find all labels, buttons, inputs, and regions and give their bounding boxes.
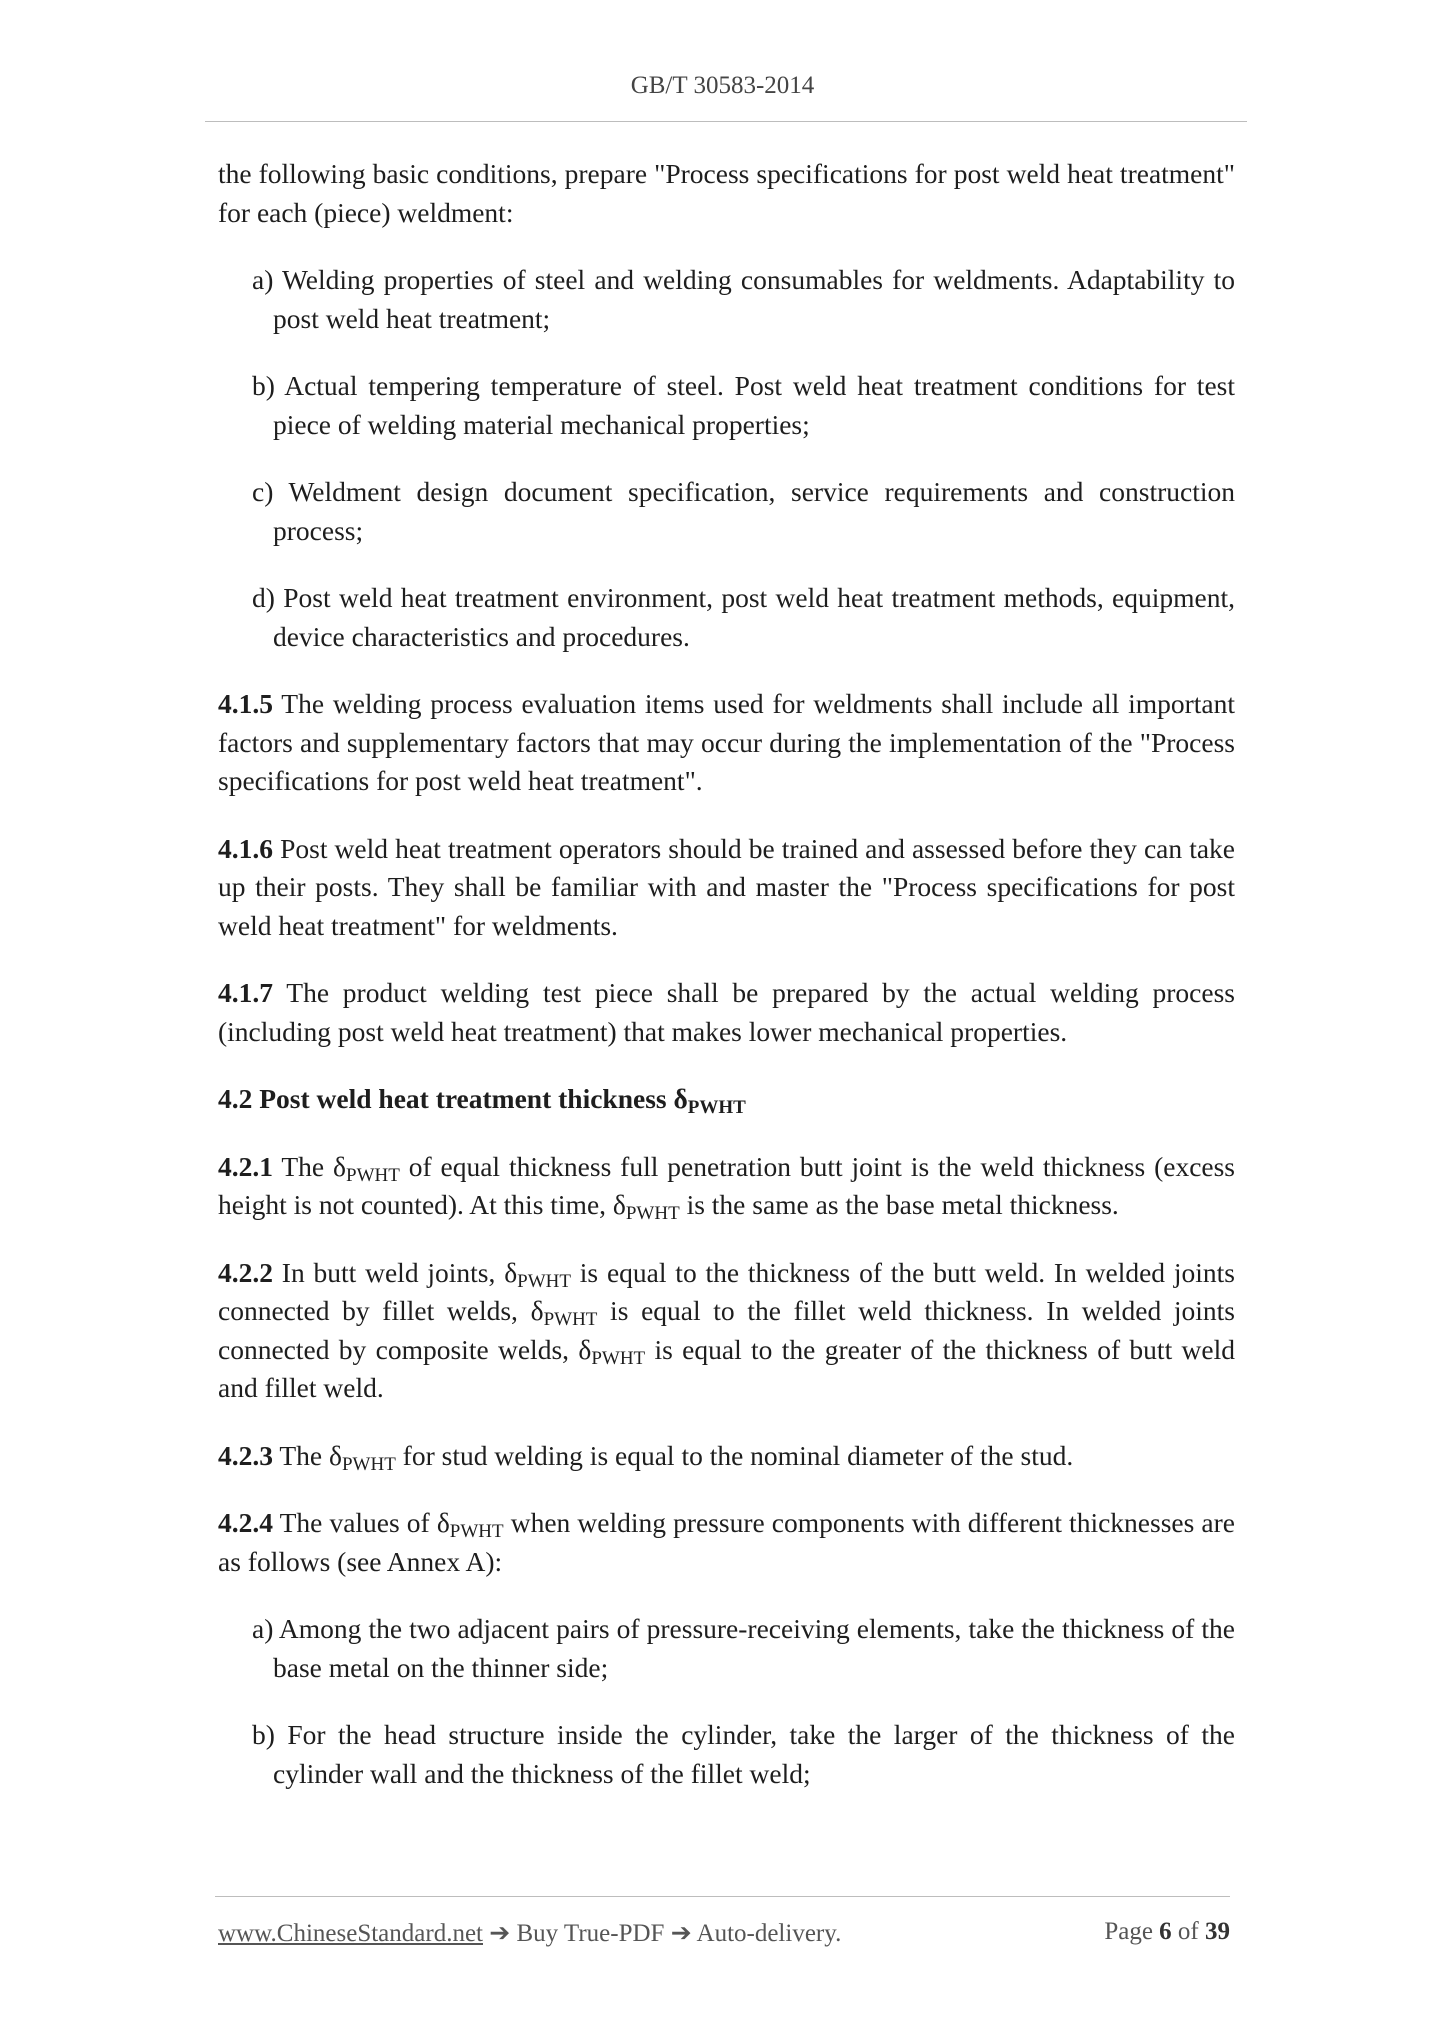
- clause-4-2-3: [218, 1437, 1235, 1476]
- clause-number: 4.1.7: [218, 977, 273, 1008]
- website-link[interactable]: www.ChineseStandard.net: [218, 1920, 483, 1947]
- header-divider: [205, 121, 1247, 122]
- clause-text: The δ: [273, 1150, 346, 1182]
- list-item-a: a) Among the two adjacent pairs of pressure-receiving elements, take the thickness of the base metal on the thinner side;: [252, 1613, 1235, 1683]
- clause-text: Post weld heat treatment operators should be trained and assessed before they can take up their posts. They shall be familiar with and master the "Process specifications for post weld heat treatment" for weldments.: [218, 832, 1235, 941]
- heading-text: 4.2 Post weld heat treatment thickness δ: [218, 1083, 688, 1114]
- clause-text: The welding process evaluation items used for weldments shall include all important factors and supplementary factors that may occur during the implementation of the "Process specifications for post weld heat treatment".: [218, 688, 1235, 796]
- subscript-pwht: PWHT: [591, 1347, 646, 1369]
- clause-text: is the same as the base metal thickness.: [679, 1189, 1119, 1220]
- clause-text: In butt weld joints, δ: [273, 1256, 518, 1288]
- list-item-d: d) Post weld heat treatment environment, post weld heat treatment methods, equipment, device characteristics and procedures.: [252, 582, 1235, 652]
- page-content: [218, 155, 1235, 1822]
- subscript-pwht: PWHT: [687, 1096, 746, 1118]
- paragraph-intro: the following basic conditions, prepare "Process specifications for post weld heat treatment" for each (piece) weldment:: [218, 158, 1235, 228]
- clause-text: The values of δ: [273, 1507, 450, 1538]
- clause-4-2-1: [218, 1148, 1235, 1225]
- subscript-pwht: PWHT: [543, 1308, 598, 1330]
- clause-4-2-2: [218, 1254, 1235, 1408]
- clause-text: The δ: [273, 1439, 342, 1471]
- clause-number: 4.2.2: [218, 1256, 273, 1288]
- clause-4-1-7: [218, 974, 1235, 1051]
- page-label: Page: [1104, 1918, 1160, 1945]
- document-header: GB/T 30583-2014: [630, 72, 815, 99]
- clause-number: 4.2.3: [218, 1439, 273, 1471]
- of-label: of: [1171, 1918, 1205, 1945]
- subscript-pwht: PWHT: [517, 1270, 571, 1292]
- page-number: 6: [1159, 1918, 1172, 1945]
- arrow-icon: ➔: [489, 1920, 511, 1947]
- section-heading-4-2: [218, 1080, 1235, 1119]
- arrow-icon: ➔: [670, 1920, 692, 1947]
- subscript-pwht: PWHT: [625, 1202, 680, 1224]
- clause-4-1-5: [218, 685, 1235, 801]
- clause-text: The product welding test piece shall be prepared by the actual welding process (including post weld heat treatment) that makes lower mechanical properties.: [218, 977, 1235, 1047]
- clause-text: is equal to the greater of the thickness of butt weld and fillet weld.: [218, 1333, 1235, 1403]
- clause-number: 4.1.6: [218, 832, 273, 864]
- clause-number: 4.2.1: [218, 1150, 273, 1182]
- subscript-pwht: PWHT: [346, 1164, 400, 1186]
- list-item-c: c) Weldment design document specification, service requirements and construction process;: [252, 476, 1235, 546]
- buy-text: Buy True-PDF: [510, 1920, 671, 1947]
- clause-number: 4.2.4: [218, 1507, 273, 1538]
- footer-promo: [218, 1918, 841, 1948]
- page-indicator: [1104, 1918, 1230, 1946]
- footer-divider: [215, 1896, 1230, 1897]
- page-total: 39: [1205, 1918, 1230, 1945]
- clause-4-1-6: [218, 830, 1235, 946]
- list-item-a: a) Welding properties of steel and welding consumables for weldments. Adaptability to post weld heat treatment;: [252, 264, 1235, 334]
- delivery-text: Auto-delivery.: [691, 1920, 842, 1947]
- clause-text: is equal to the thickness of the butt weld. In welded joints connected by fillet welds, δ: [218, 1256, 1235, 1326]
- clause-text: when welding pressure components with different thicknesses are as follows (see Annex A):: [218, 1507, 1235, 1577]
- list-item-b: b) Actual tempering temperature of steel. Post weld heat treatment conditions for test piece of welding material mechanical properties;: [252, 370, 1235, 440]
- subscript-pwht: PWHT: [341, 1453, 396, 1475]
- clause-text: for stud welding is equal to the nominal diameter of the stud.: [395, 1439, 1074, 1471]
- clause-number: 4.1.5: [218, 688, 273, 719]
- clause-text: is equal to the fillet weld thickness. In welded joints connected by composite welds, δ: [218, 1295, 1235, 1365]
- subscript-pwht: PWHT: [449, 1520, 504, 1542]
- clause-4-2-4: [218, 1504, 1235, 1581]
- list-item-b: b) For the head structure inside the cylinder, take the larger of the thickness of the cylinder wall and the thickness of the fillet weld;: [252, 1719, 1235, 1789]
- clause-text: of equal thickness full penetration butt joint is the weld thickness (excess height is not counted). At this time, δ: [218, 1150, 1236, 1220]
